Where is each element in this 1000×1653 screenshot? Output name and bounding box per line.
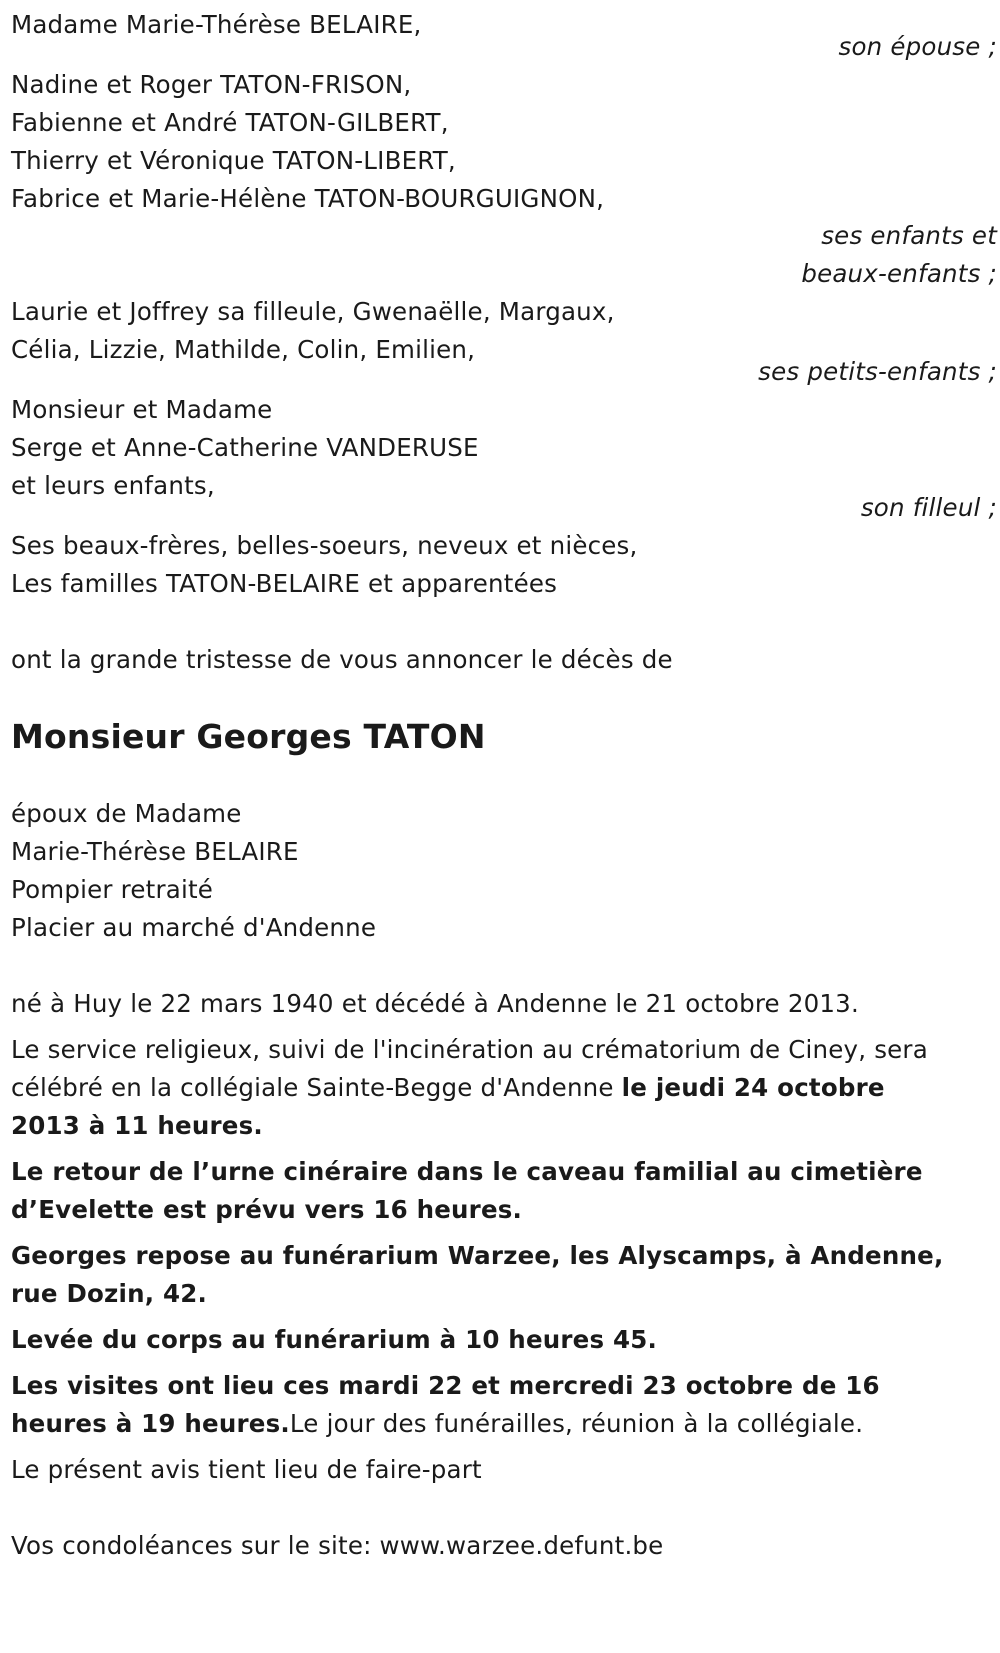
child-line: Fabrice et Marie-Hélène TATON-BOURGUIGNON, — [11, 184, 605, 213]
visits-note: Le jour des funérailles, réunion à la collégiale. — [289, 1409, 864, 1438]
visits-info — [11, 1367, 946, 1443]
service-date: le jeudi 24 octobre 2013 à 11 heures. — [11, 1073, 885, 1140]
spouse-name: Madame Marie-Thérèse BELAIRE, — [11, 10, 422, 39]
urn-info: Le retour de l’urne cinéraire dans le caveau familial au cimetière d’Evelette est prévu vers 16 heures. — [11, 1157, 923, 1224]
children-role-line1: ses enfants et — [821, 221, 997, 250]
funerarium-info: Georges repose au funérarium Warzee, les Alyscamps, à Andenne, rue Dozin, 42. — [11, 1241, 944, 1308]
notice: Le présent avis tient lieu de faire-part — [11, 1455, 482, 1484]
godson-block — [11, 391, 1000, 527]
godson-role: son filleul ; — [860, 493, 997, 522]
godson-line: Serge et Anne-Catherine VANDERUSE — [11, 433, 479, 462]
condolences-link[interactable]: Vos condoléances sur le site: www.warzee.defunt.be — [11, 1531, 664, 1560]
levee-info: Levée du corps au funérarium à 10 heures 45. — [11, 1325, 658, 1354]
grandchildren-role: ses petits-enfants ; — [758, 357, 997, 386]
grandchild-line: Célia, Lizzie, Mathilde, Colin, Emilien, — [11, 335, 476, 364]
other-relatives-line: Les familles TATON-BELAIRE et apparentées — [11, 569, 558, 598]
deceased-details — [11, 795, 1000, 947]
detail-line: époux de Madame — [11, 799, 242, 828]
spouse-block — [11, 6, 1000, 66]
child-line: Fabienne et André TATON-GILBERT, — [11, 108, 449, 137]
children-role-line2: beaux-enfants ; — [801, 259, 997, 288]
other-relatives-line: Ses beaux-frères, belles-soeurs, neveux et nièces, — [11, 531, 638, 560]
service-info — [11, 1031, 946, 1145]
grandchildren-block — [11, 293, 1000, 391]
announcement: ont la grande tristesse de vous annoncer le décès de — [11, 645, 673, 674]
grandchild-line: Laurie et Joffrey sa filleule, Gwenaëlle, Margaux, — [11, 297, 615, 326]
detail-line: Pompier retraité — [11, 875, 214, 904]
detail-line: Marie-Thérèse BELAIRE — [11, 837, 299, 866]
child-line: Thierry et Véronique TATON-LIBERT, — [11, 146, 456, 175]
deceased-name: Monsieur Georges TATON — [11, 717, 486, 756]
service-text: Le service religieux, suivi de l'incinération au crématorium de Ciney, sera célébré en la collégiale Sainte-Begge d'Andenne — [11, 1035, 928, 1102]
godson-line: et leurs enfants, — [11, 471, 215, 500]
godson-line: Monsieur et Madame — [11, 395, 273, 424]
spouse-role: son épouse ; — [838, 32, 997, 61]
other-relatives-block — [11, 527, 1000, 603]
visits-times: Les visites ont lieu ces mardi 22 et mercredi 23 octobre de 16 heures à 19 heures. — [11, 1371, 880, 1438]
birth-death: né à Huy le 22 mars 1940 et décédé à Andenne le 21 octobre 2013. — [11, 989, 859, 1018]
detail-line: Placier au marché d'Andenne — [11, 913, 377, 942]
child-line: Nadine et Roger TATON-FRISON, — [11, 70, 412, 99]
children-block — [11, 66, 1000, 293]
